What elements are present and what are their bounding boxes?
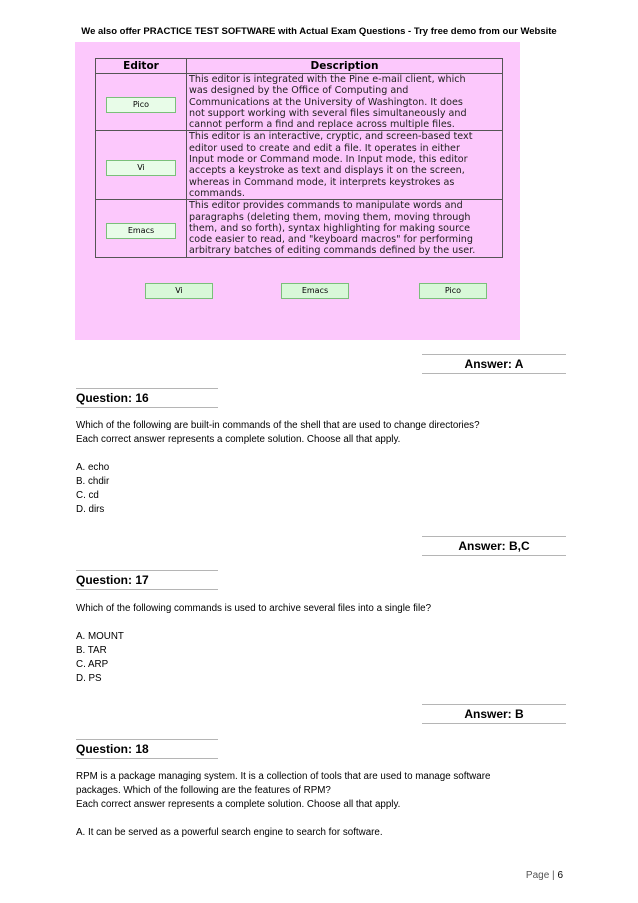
emacs-drop-button[interactable]: Emacs	[281, 283, 349, 299]
option-a: A. It can be served as a powerful search engine to search for software.	[76, 827, 383, 838]
editor-exhibit	[75, 42, 520, 340]
page-footer: Page | 6	[525, 870, 563, 881]
option-c: C. ARP	[76, 659, 109, 670]
editor-item-vi[interactable]: Vi	[106, 160, 176, 176]
option-c: C. cd	[76, 490, 99, 501]
option-d: D. dirs	[76, 504, 105, 515]
question-body: Which of the following commands is used to archive several files into a single file? A. MOUNT B. TAR C. ARP D. PS	[76, 602, 556, 686]
question-title: Question: 18	[76, 739, 218, 759]
table-row	[96, 131, 503, 200]
pico-drop-button[interactable]: Pico	[419, 283, 487, 299]
question-title: Question: 17	[76, 570, 218, 590]
question-body: RPM is a package managing system. It is a collection of tools that are used to manage software packages. Which of the following are the features of RPM? Each correct answer represents a complete solution. Choose all that apply. A. It can be served as a powerful search engine to search for software.	[76, 770, 556, 840]
question-body: Which of the following are built-in commands of the shell that are used to change directories? Each correct answer represents a complete solution. Choose all that apply. A. echo B. chdir C. cd D. dirs	[76, 419, 556, 517]
question-title: Question: 16	[76, 388, 218, 408]
editor-column-header: Editor	[96, 59, 187, 74]
answer-box: Answer: B	[422, 704, 566, 724]
editor-table	[95, 58, 503, 258]
description-cell: This editor is an interactive, cryptic, and screen-based text editor used to create and edit a file. It operates in either Input mode or Command mode. In Input mode, this editor accepts a keystroke as text and displays it on the screen, whereas in Command mode, it interprets keystrokes as commands.	[187, 131, 503, 200]
option-d: D. PS	[76, 673, 102, 684]
page-header: We also offer PRACTICE TEST SOFTWARE with Actual Exam Questions - Try free demo from our Website	[81, 26, 557, 37]
vi-drop-button[interactable]: Vi	[145, 283, 213, 299]
description-column-header: Description	[187, 59, 503, 74]
option-b: B. chdir	[76, 476, 110, 487]
description-cell: This editor provides commands to manipulate words and paragraphs (deleting them, moving them, moving through them, and so forth), syntax highlighting for making source code easier to read, and "keyboard macros" for performing arbitrary batches of editing commands defined by the user.	[187, 200, 503, 257]
table-row	[96, 74, 503, 131]
table-row	[96, 200, 503, 257]
description-cell: This editor is integrated with the Pine e-mail client, which was designed by the Office of Computing and Communications at the University of Washington. It does not support working with several files simultaneously and cannot perform a find and replace across multiple files.	[187, 74, 503, 131]
editor-item-emacs[interactable]: Emacs	[106, 223, 176, 239]
answer-box: Answer: A	[422, 354, 566, 374]
answer-box: Answer: B,C	[422, 536, 566, 556]
option-b: B. TAR	[76, 645, 107, 656]
editor-item-pico[interactable]: Pico	[106, 97, 176, 113]
page-number: 6	[557, 870, 563, 881]
option-a: A. MOUNT	[76, 631, 124, 642]
option-a: A. echo	[76, 462, 110, 473]
